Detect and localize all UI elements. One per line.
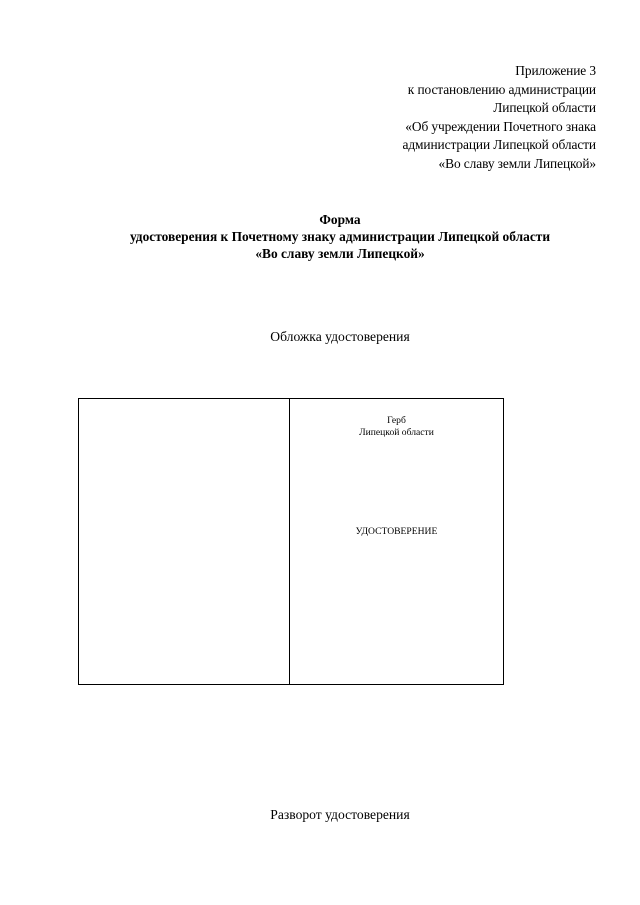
coat-line: Герб: [387, 415, 406, 426]
coat-of-arms-placeholder: [290, 415, 503, 438]
appendix-line: к постановлению администрации: [407, 81, 596, 97]
appendix-line: администрации Липецкой области: [402, 137, 596, 153]
appendix-line: Приложение 3: [515, 63, 596, 78]
cover-back-panel: [79, 399, 290, 684]
coat-line: Липецкой области: [359, 426, 434, 438]
cover-section-label: Обложка удостоверения: [270, 329, 410, 344]
form-title-line: «Во славу земли Липецкой»: [255, 246, 425, 261]
cover-title: УДОСТОВЕРЕНИЕ: [355, 526, 438, 537]
cover-front-panel: [290, 399, 503, 684]
certificate-cover: [78, 398, 504, 685]
appendix-line: Липецкой области: [493, 100, 596, 116]
appendix-header: [403, 62, 597, 174]
spread-section-label: Разворот удостоверения: [270, 807, 410, 822]
form-title: [0, 211, 640, 262]
appendix-line: «Об учреждении Почетного знака: [405, 118, 596, 134]
form-title-line: Форма: [319, 212, 361, 227]
form-title-line: удостоверения к Почетному знаку администрации Липецкой области: [129, 229, 551, 244]
appendix-line: «Во славу земли Липецкой»: [438, 155, 596, 171]
